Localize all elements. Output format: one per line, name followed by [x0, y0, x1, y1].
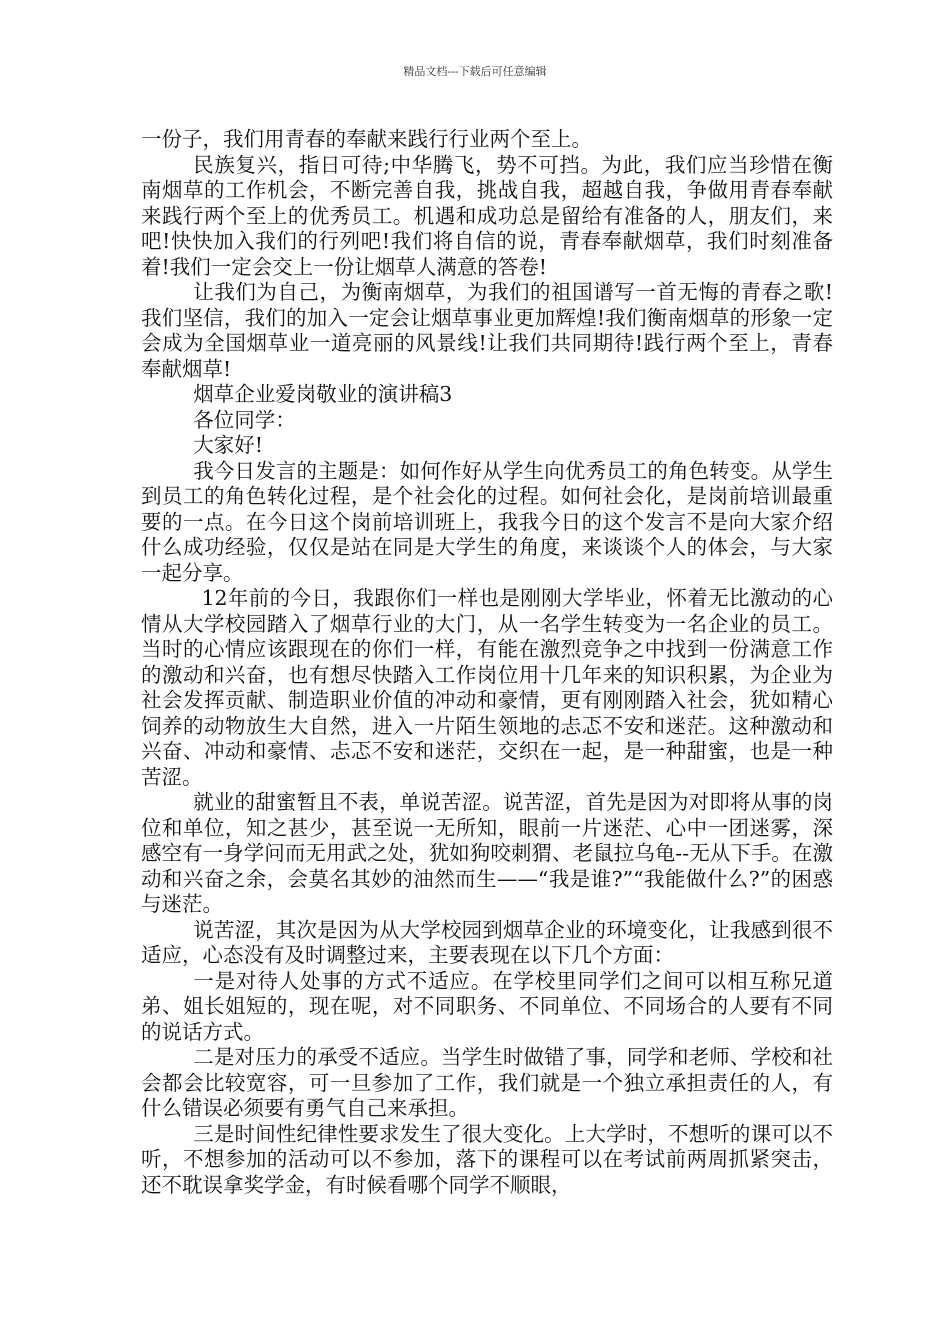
paragraph: 让我们为自己，为衡南烟草，为我们的祖国谱写一首无悔的青春之歌!我们坚信，我们的加入一定会让烟草事业更加辉煌!我们衡南烟草的形象一定会成为全国烟草业一道亮丽的风景线!让我们共同期待!践行两个至上，青春奉献烟草!: [141, 280, 833, 381]
page-header: 精品文档---下载后可任意编辑: [403, 65, 547, 78]
paragraph: 说苦涩，其次是因为从大学校园到烟草企业的环境变化，让我感到很不适应，心态没有及时调整过来，主要表现在以下几个方面：: [141, 917, 833, 967]
document-body: [141, 127, 833, 1198]
paragraph: 民族复兴，指日可待;中华腾飞，势不可挡。为此，我们应当珍惜在衡南烟草的工作机会，不断完善自我，挑战自我，超越自我，争做用青春奉献来践行两个至上的优秀员工。机遇和成功总是留给有准备的人，朋友们，来吧!快快加入我们的行列吧!我们将自信的说，青春奉献烟草，我们时刻准备着!我们一定会交上一份让烟草人满意的答卷!: [141, 152, 833, 279]
paragraph: 12年前的今日，我跟你们一样也是刚刚大学毕业，怀着无比激动的心情从大学校园踏入了烟草行业的大门，从一名学生转变为一名企业的员工。当时的心情应该跟现在的你们一样，有能在激烈竞争之中找到一份满意工作的激动和兴奋，也有想尽快踏入工作岗位用十几年来的知识积累，为企业为社会发挥贡献、制造职业价值的冲动和豪情，更有刚刚踏入社会，犹如精心饲养的动物放生大自然，进入一片陌生领地的忐忑不安和迷茫。这种激动和兴奋、冲动和豪情、忐忑不安和迷茫，交织在一起，是一种甜蜜，也是一种苦涩。: [141, 586, 833, 789]
paragraph: 一份子，我们用青春的奉献来践行行业两个至上。: [141, 127, 592, 151]
paragraph: 三是时间性纪律性要求发生了很大变化。上大学时，不想听的课可以不听，不想参加的活动可以不参加，落下的课程可以在考试前两周抓紧突击，还不耽误拿奖学金，有时候看哪个同学不顺眼，: [141, 1121, 833, 1197]
section-title: 烟草企业爱岗敬业的演讲稿3: [193, 382, 453, 406]
greeting: 大家好!: [193, 433, 264, 457]
paragraph: 一是对待人处事的方式不适应。在学校里同学们之间可以相互称兄道弟、姐长姐短的，现在呢，对不同职务、不同单位、不同场合的人要有不同的说话方式。: [141, 968, 833, 1044]
paragraph: 我今日发言的主题是：如何作好从学生向优秀员工的角色转变。从学生到员工的角色转化过程，是个社会化的过程。如何社会化，是岗前培训最重要的一点。在今日这个岗前培训班上，我我今日的这个发言不是向大家介绍什么成功经验，仅仅是站在同是大学生的角度，来谈谈个人的体会，与大家一起分享。: [141, 458, 833, 585]
paragraph: 就业的甜蜜暂且不表，单说苦涩。说苦涩，首先是因为对即将从事的岗位和单位，知之甚少，甚至说一无所知，眼前一片迷茫、心中一团迷雾，深感空有一身学问而无用武之处，犹如狗咬刺猬、老鼠拉乌龟--无从下手。在激动和兴奋之余，会莫名其妙的油然而生——“我是谁?”“我能做什么?”的困惑与迷茫。: [141, 790, 833, 916]
paragraph: 二是对压力的承受不适应。当学生时做错了事，同学和老师、学校和社会都会比较宽容，可一旦参加了工作，我们就是一个独立承担责任的人，有什么错误必须要有勇气自己来承担。: [141, 1045, 833, 1120]
salutation: 各位同学：: [193, 407, 296, 432]
